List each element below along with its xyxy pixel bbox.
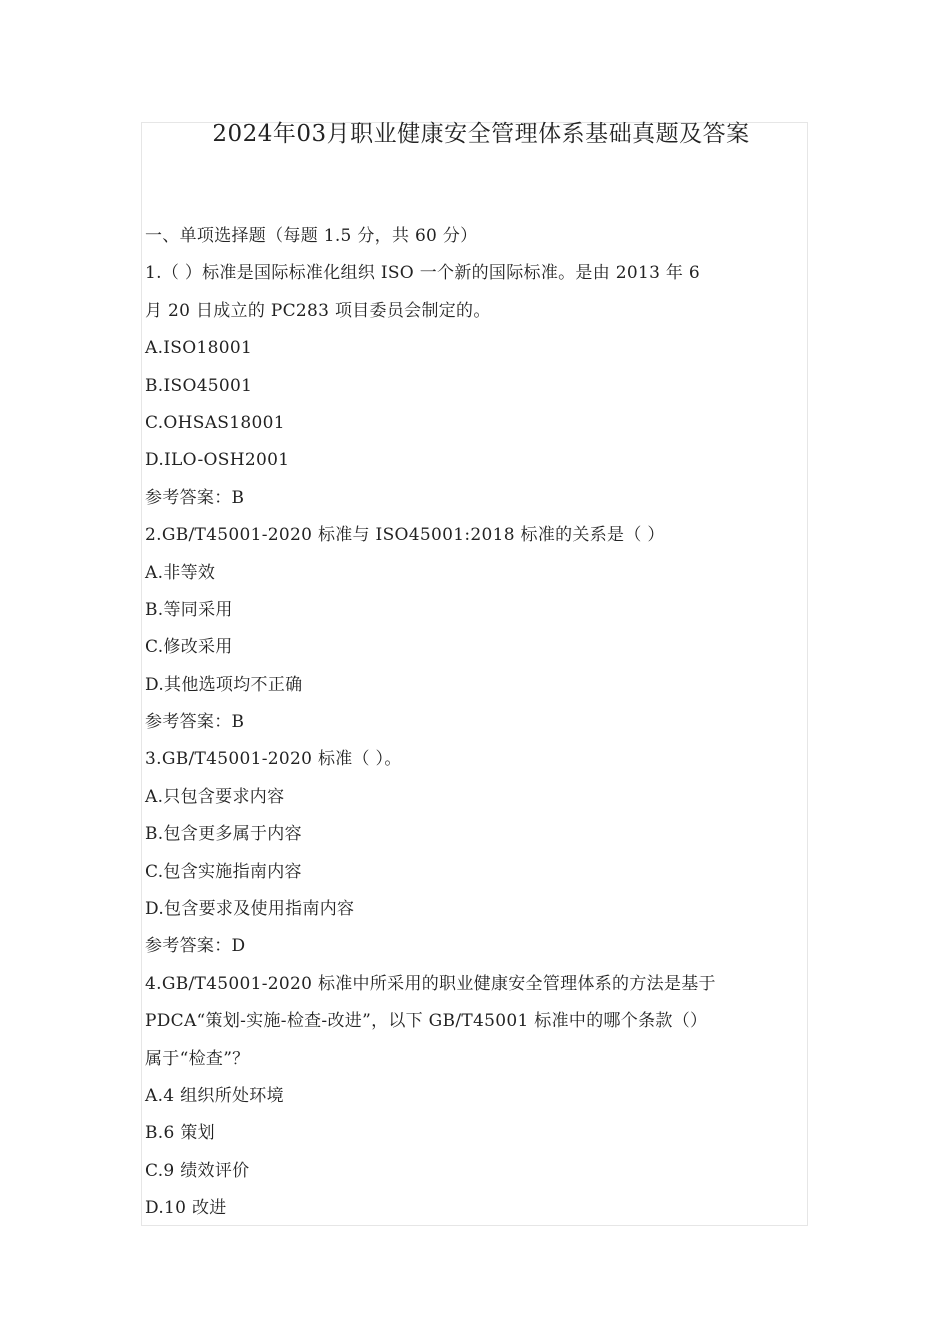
document-body <box>145 218 795 1228</box>
question-3-option-a: A.只包含要求内容 <box>145 786 285 807</box>
section-heading: 一、单项选择题（每题 1.5 分，共 60 分） <box>145 226 478 246</box>
question-2-option-d: D.其他选项均不正确 <box>145 674 303 695</box>
question-2-option-b: B.等同采用 <box>145 599 233 620</box>
question-4-text: 4.GB/T45001-2020 标准中所采用的职业健康安全管理体系的方法是基于 <box>145 973 716 994</box>
question-4-text-cont-2: 属于“检查”？ <box>145 1048 250 1069</box>
question-1-option-c: C.OHSAS18001 <box>145 412 285 433</box>
question-1-option-b: B.ISO45001 <box>145 375 253 396</box>
question-3-option-d: D.包含要求及使用指南内容 <box>145 899 355 920</box>
question-1-text-cont: 月 20 日成立的 PC283 项目委员会制定的。 <box>145 300 491 321</box>
question-4-option-d: D.10 改进 <box>145 1198 227 1219</box>
document-title: 2024年03月职业健康安全管理体系基础真题及答案 <box>212 121 750 147</box>
question-1-answer: 参考答案：B <box>145 487 245 508</box>
question-3-option-b: B.包含更多属于内容 <box>145 824 302 845</box>
question-3-text: 3.GB/T45001-2020 标准（ ）。 <box>145 749 402 770</box>
question-4-text-cont: PDCA“策划-实施-检查-改进”，以下 GB/T45001 标准中的哪个条款（） <box>145 1011 708 1032</box>
question-3-option-c: C.包含实施指南内容 <box>145 861 302 882</box>
question-2-text: 2.GB/T45001-2020 标准与 ISO45001:2018 标准的关系是（ ） <box>145 525 665 546</box>
question-2-answer: 参考答案：B <box>145 712 245 733</box>
question-1-option-d: D.ILO-OSH2001 <box>145 450 290 471</box>
question-4-option-c: C.9 绩效评价 <box>145 1160 250 1181</box>
question-1-text: 1.（ ）标准是国际标准化组织 ISO 一个新的国际标准。是由 2013 年 6 <box>145 263 701 284</box>
question-4-option-a: A.4 组织所处环境 <box>145 1085 284 1106</box>
question-2-option-a: A.非等效 <box>145 562 216 583</box>
question-2-option-c: C.修改采用 <box>145 637 233 658</box>
question-4-option-b: B.6 策划 <box>145 1123 215 1144</box>
question-3-answer: 参考答案：D <box>145 936 246 957</box>
question-1-option-a: A.ISO18001 <box>145 338 253 359</box>
